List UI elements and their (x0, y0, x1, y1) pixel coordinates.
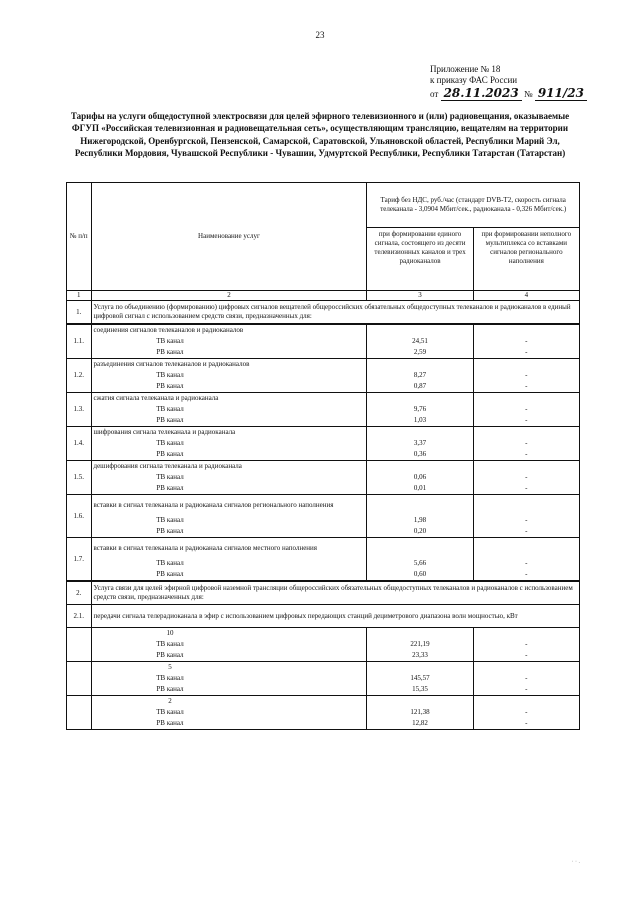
tv-value: 24,51 (367, 336, 473, 347)
rv-row (67, 718, 580, 730)
item-no: 1.1. (67, 325, 92, 359)
item-text: вставки в сигнал телеканала и радиоканала сигналов местного наполнения (91, 538, 367, 559)
rv-value: 0,60 (367, 569, 473, 581)
empty-cell (67, 662, 92, 696)
items-section-1 (66, 324, 580, 581)
tv-label: ТВ канал (91, 472, 367, 483)
rv-value: 2,59 (367, 347, 473, 359)
rv-value: 0,36 (367, 449, 473, 461)
dash-value: - (473, 684, 579, 696)
empty-cell (367, 628, 473, 640)
power-kw: 10 (91, 628, 367, 640)
tv-row (67, 558, 580, 569)
empty-cell (473, 393, 579, 405)
from-label: от (430, 89, 439, 99)
appendix-date-line (430, 86, 584, 100)
dash-value: - (473, 438, 579, 449)
header-service: Наименование услуг (91, 183, 367, 291)
dash-value: - (473, 336, 579, 347)
empty-cell (473, 461, 579, 473)
empty-cell (473, 628, 579, 640)
empty-cell (473, 325, 579, 337)
section-text: Услуга по объединению (формированию) цифровых сигналов вещателей общероссийских обязательных общедоступных телеканалов и радиоканалов в единый цифровой сигнал с использованием средств связи, предназначенных для: (91, 301, 579, 324)
empty-cell (367, 393, 473, 405)
empty-cell (367, 461, 473, 473)
tv-row (67, 336, 580, 347)
rv-value: 0,20 (367, 526, 473, 538)
rv-value: 12,82 (367, 718, 473, 730)
empty-cell (473, 427, 579, 439)
tv-label: ТВ канал (91, 515, 367, 526)
tv-value: 145,57 (367, 673, 473, 684)
col-number: 1 (67, 291, 92, 301)
rv-label: РВ канал (91, 684, 367, 696)
rv-row (67, 684, 580, 696)
rv-label: РВ канал (91, 415, 367, 427)
rv-row (67, 569, 580, 581)
section-no: 2. (67, 582, 92, 605)
dash-value: - (473, 718, 579, 730)
rv-label: РВ канал (91, 569, 367, 581)
scan-artifact: · · . (571, 859, 580, 865)
page-number: 23 (315, 30, 325, 40)
dash-value: - (473, 650, 579, 662)
appendix-title: Приложение № 18 (430, 64, 501, 74)
power-kw: 5 (91, 662, 367, 674)
appendix-block (430, 64, 584, 100)
tv-label: ТВ канал (91, 673, 367, 684)
item-no: 1.2. (67, 359, 92, 393)
tv-row (67, 438, 580, 449)
power-row (67, 696, 580, 708)
empty-cell (367, 325, 473, 337)
item-no: 2.1. (67, 605, 92, 628)
col-number: 3 (367, 291, 473, 301)
rv-label: РВ канал (91, 381, 367, 393)
dash-value: - (473, 569, 579, 581)
tv-label: ТВ канал (91, 336, 367, 347)
empty-cell (473, 662, 579, 674)
tariff-table (66, 182, 580, 324)
section-no: 1. (67, 301, 92, 324)
item-2-1-row (67, 605, 580, 628)
empty-cell (367, 696, 473, 708)
item-text: соединения сигналов телеканалов и радиоканалов (91, 325, 367, 337)
dash-value: - (473, 558, 579, 569)
rv-row (67, 483, 580, 495)
tv-value: 0,06 (367, 472, 473, 483)
dash-value: - (473, 526, 579, 538)
document-title: Тарифы на услуги общедоступной электросвязи для целей эфирного телевизионного и (или) радиовещания, оказываемые ФГУП «Российская телевизионная и радиовещательная сеть», осуществляющим трансляцию, вещателям на территории Нижегородской, Оренбургской, Пензенской, Самарской, Саратовской, Ульяновской областей, Республики Марий Эл, Республики Мордовия, Чувашской Республики - Чувашии, Удмуртской Республики, Республики Татарстан (Татарстан) (70, 111, 570, 158)
item-title-row (67, 538, 580, 559)
dash-value: - (473, 673, 579, 684)
rv-value: 15,35 (367, 684, 473, 696)
item-title-row (67, 461, 580, 473)
dash-value: - (473, 381, 579, 393)
tv-label: ТВ канал (91, 639, 367, 650)
power-row (67, 662, 580, 674)
rv-row (67, 650, 580, 662)
tv-row (67, 515, 580, 526)
tv-value: 9,76 (367, 404, 473, 415)
appendix-order: к приказу ФАС России (430, 75, 518, 85)
item-no: 1.5. (67, 461, 92, 495)
handwritten-date: 28.11.2023 (441, 86, 522, 101)
item-title-row (67, 495, 580, 516)
rv-label: РВ канал (91, 347, 367, 359)
dash-value: - (473, 404, 579, 415)
tv-row (67, 370, 580, 381)
item-text: сжатия сигнала телеканала и радиоканала (91, 393, 367, 405)
item-title-row (67, 359, 580, 371)
dash-value: - (473, 415, 579, 427)
rv-value: 23,33 (367, 650, 473, 662)
rv-label: РВ канал (91, 483, 367, 495)
power-kw: 2 (91, 696, 367, 708)
item-text: вставки в сигнал телеканала и радиоканала сигналов регионального наполнения (91, 495, 367, 516)
rv-row (67, 381, 580, 393)
item-text: передачи сигнала телерадиоканала в эфир с использованием цифровых передающих станций дециметрового диапазона волн мощностью, кВт (91, 605, 579, 628)
item-title-row (67, 393, 580, 405)
item-no: 1.6. (67, 495, 92, 538)
empty-cell (473, 359, 579, 371)
tv-label: ТВ канал (91, 438, 367, 449)
item-text: шифрования сигнала телеканала и радиоканала (91, 427, 367, 439)
tv-label: ТВ канал (91, 558, 367, 569)
tv-row (67, 404, 580, 415)
empty-cell (473, 696, 579, 708)
item-no: 1.7. (67, 538, 92, 581)
dash-value: - (473, 707, 579, 718)
rv-label: РВ канал (91, 449, 367, 461)
empty-cell (473, 495, 579, 516)
dash-value: - (473, 370, 579, 381)
item-text: разъединения сигналов телеканалов и радиоканалов (91, 359, 367, 371)
header-col4: при формировании неполного мультиплекса со вставками сигналов регионального наполнения (473, 228, 579, 291)
rv-row (67, 415, 580, 427)
empty-cell (67, 628, 92, 662)
tv-row (67, 707, 580, 718)
header-col3: при формировании единого сигнала, состоящего из десяти телевизионных каналов и трех радиоканалов (367, 228, 473, 291)
tv-value: 121,38 (367, 707, 473, 718)
col-number: 4 (473, 291, 579, 301)
dash-value: - (473, 639, 579, 650)
tv-value: 5,66 (367, 558, 473, 569)
empty-cell (367, 662, 473, 674)
tv-value: 3,37 (367, 438, 473, 449)
section-text: Услуга связи для целей эфирной цифровой наземной трансляции общероссийских обязательных общедоступных телеканалов и радиоканалов с использованием средств связи, предназначенных для: (91, 582, 579, 605)
col-number: 2 (91, 291, 367, 301)
tv-label: ТВ канал (91, 370, 367, 381)
rv-label: РВ канал (91, 718, 367, 730)
tariff-table-wrap (66, 182, 580, 730)
rv-value: 1,03 (367, 415, 473, 427)
tv-row (67, 639, 580, 650)
handwritten-number: 911/23 (535, 86, 587, 101)
empty-cell (367, 359, 473, 371)
empty-cell (367, 427, 473, 439)
power-row (67, 628, 580, 640)
tv-label: ТВ канал (91, 404, 367, 415)
empty-cell (367, 495, 473, 516)
section-2-row (67, 582, 580, 605)
rv-row (67, 449, 580, 461)
section-1-row (67, 301, 580, 324)
item-no: 1.4. (67, 427, 92, 461)
dash-value: - (473, 472, 579, 483)
empty-cell (367, 538, 473, 559)
section-2-table (66, 581, 580, 730)
empty-cell (473, 538, 579, 559)
rv-value: 0,87 (367, 381, 473, 393)
tv-label: ТВ канал (91, 707, 367, 718)
rv-row (67, 526, 580, 538)
dash-value: - (473, 347, 579, 359)
tv-row (67, 472, 580, 483)
dash-value: - (473, 515, 579, 526)
column-numbers-row (67, 291, 580, 301)
dash-value: - (473, 449, 579, 461)
rv-label: РВ канал (91, 526, 367, 538)
item-no: 1.3. (67, 393, 92, 427)
dash-value: - (473, 483, 579, 495)
item-title-row (67, 325, 580, 337)
tv-value: 221,19 (367, 639, 473, 650)
empty-cell (67, 696, 92, 730)
header-tariff: Тариф без НДС, руб./час (стандарт DVB-T2, скорость сигнала телеканала - 3,0904 Мбит/сек., радиоканала - 0,326 Мбит/сек.) (367, 183, 580, 228)
header-no: № п/п (67, 183, 92, 291)
tv-value: 8,27 (367, 370, 473, 381)
item-title-row (67, 427, 580, 439)
rv-value: 0,01 (367, 483, 473, 495)
rv-label: РВ канал (91, 650, 367, 662)
number-label: № (523, 89, 533, 99)
tv-value: 1,98 (367, 515, 473, 526)
rv-row (67, 347, 580, 359)
tv-row (67, 673, 580, 684)
item-text: дешифрования сигнала телеканала и радиоканала (91, 461, 367, 473)
